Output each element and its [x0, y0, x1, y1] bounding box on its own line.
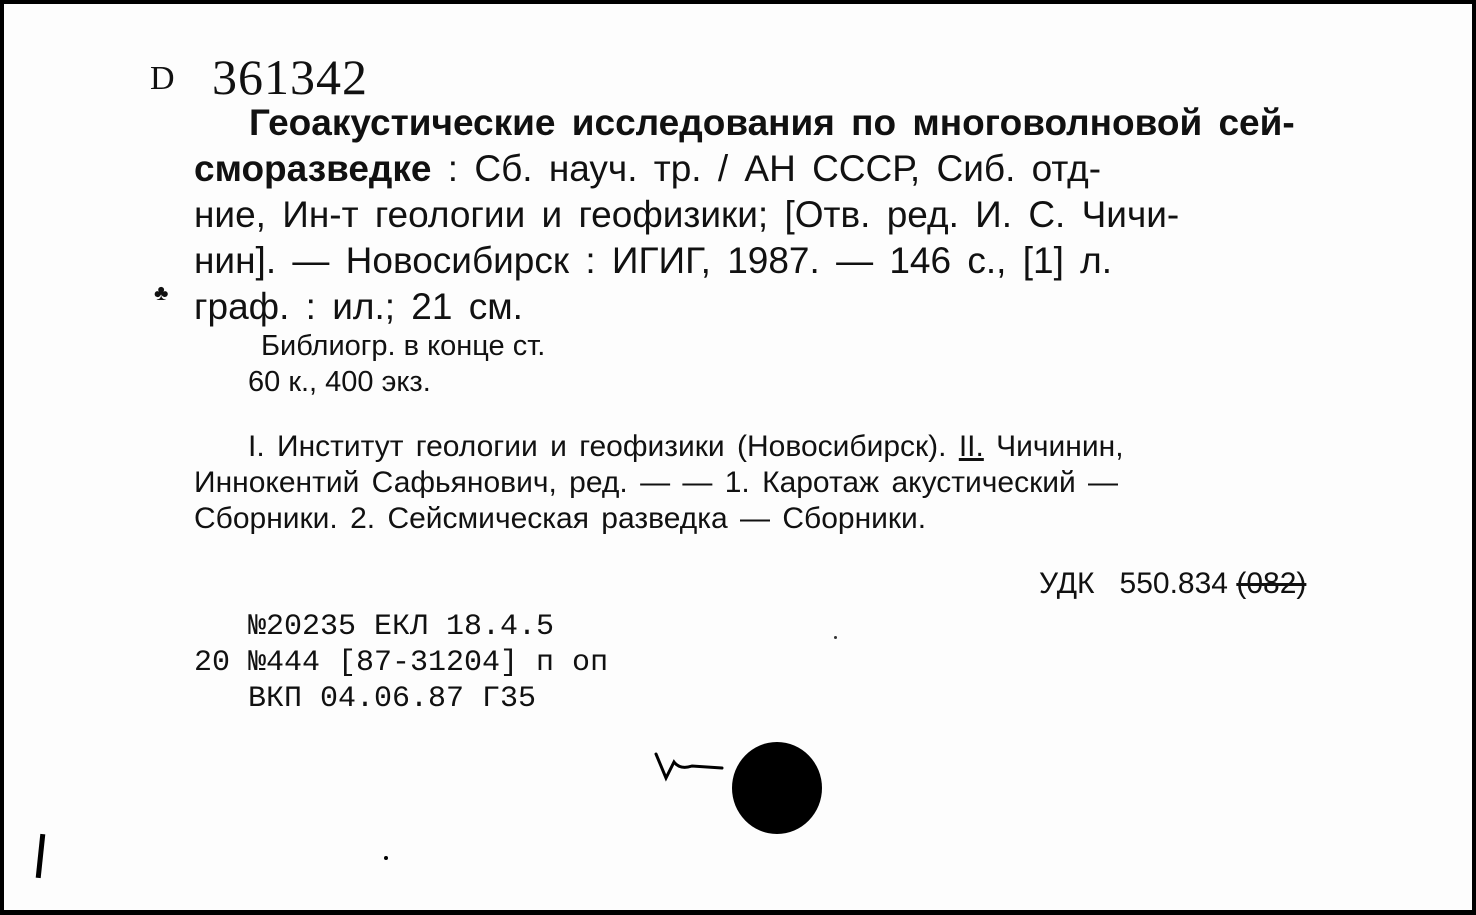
tracing-line-2: Иннокентий Сафьянович, ред. — — 1. Каротаж акустический —: [194, 466, 1119, 499]
title-end: сморазведке: [194, 148, 432, 189]
registry-line-1: №20235 ЕКЛ 18.4.5: [248, 610, 555, 644]
call-number-prefix: D: [150, 60, 175, 97]
tracing-line-3: Сборники. 2. Сейсмическая разведка — Сборники.: [194, 502, 927, 535]
tracing-1a: I. Институт геологии и геофизики (Новосибирск).: [248, 430, 959, 463]
price-note: 60 к., 400 экз.: [248, 366, 431, 398]
title-line-2-rest: : Сб. науч. тр. / АН СССР, Сиб. отд-: [431, 148, 1102, 189]
tracing-mark: II.: [958, 430, 984, 463]
registry-line-3: ВКП 04.06.87 Г35: [248, 682, 537, 716]
margin-tick-icon: [36, 834, 46, 878]
collation-line: граф. : ил.; 21 см.: [194, 286, 523, 327]
bibliography-note: Библиогр. в конце ст.: [261, 330, 546, 362]
speck-icon: [384, 856, 388, 860]
handwritten-check-icon: [652, 744, 730, 789]
title-line-2: [194, 146, 1101, 192]
filled-dot-icon: [732, 742, 822, 834]
udk-line: [1039, 567, 1306, 601]
margin-mark-icon: ♣: [154, 280, 169, 305]
imprint-line: нин]. — Новосибирск : ИГИГ, 1987. — 146 с., [1] л.: [194, 240, 1112, 281]
tracing-1b: Чичинин,: [983, 430, 1124, 463]
udk-struck: (082): [1236, 567, 1307, 600]
udk-value: 550.834: [1119, 567, 1228, 600]
call-number: 361342: [212, 49, 368, 105]
title-line-1: Геоакустические исследования по многоволновой сей-: [249, 102, 1295, 143]
tracing-line-1: [248, 429, 1124, 465]
speck-icon: [834, 636, 837, 639]
title-line-3: ние, Ин-т геологии и геофизики; [Отв. ред. И. С. Чичи-: [194, 194, 1180, 235]
registry-line-2: 20 №444 [87-31204] п оп: [194, 646, 609, 680]
udk-label: УДК: [1039, 567, 1095, 600]
